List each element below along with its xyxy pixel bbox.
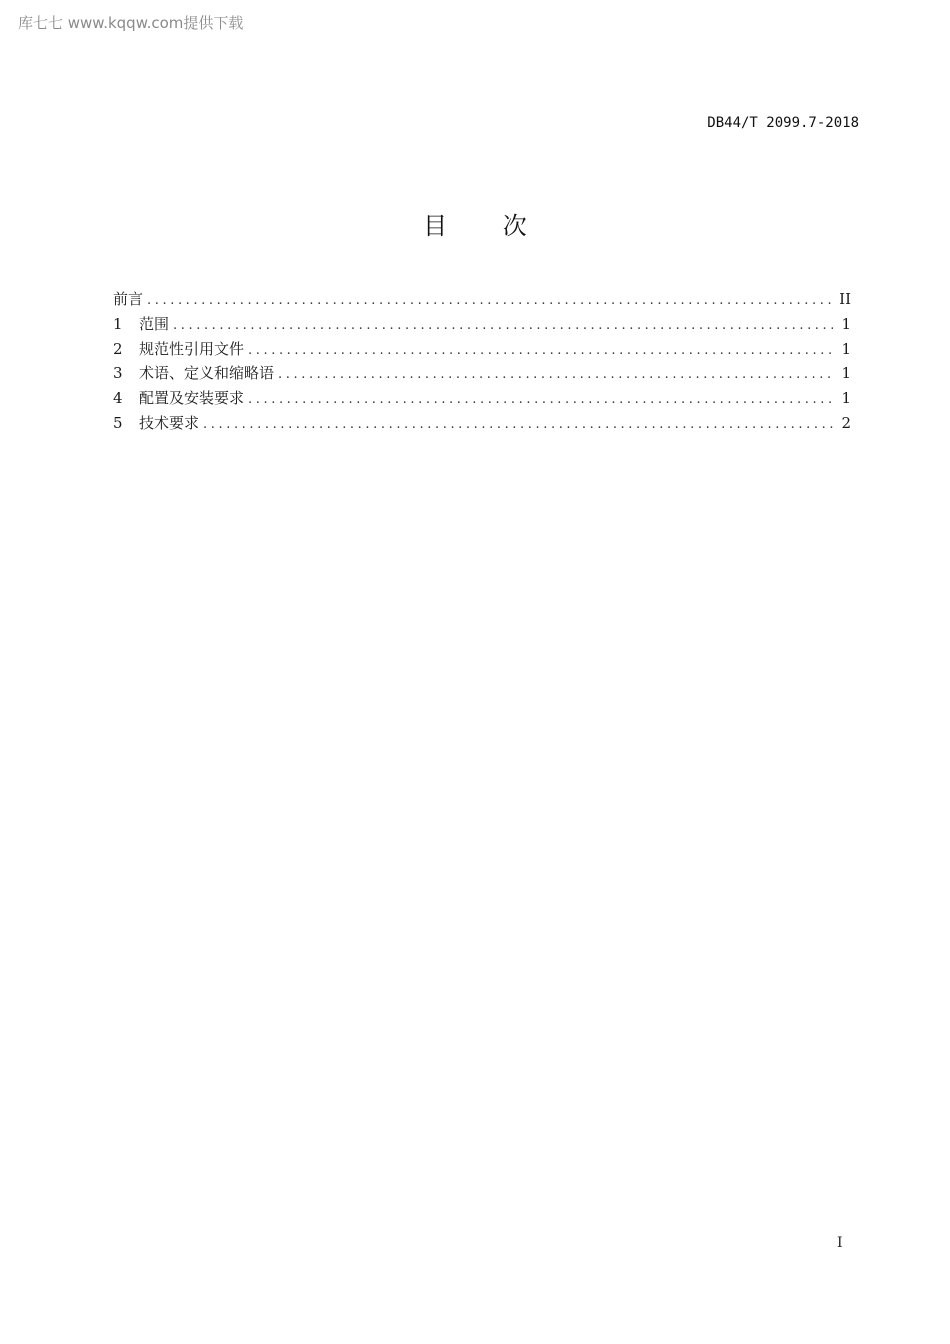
- toc-entry-number: 1: [113, 314, 123, 333]
- toc-dot-leader: [173, 314, 833, 339]
- toc-dot-leader: [203, 413, 833, 438]
- toc-entry-page: 1: [841, 364, 851, 383]
- toc-entry-number: 4: [113, 389, 123, 408]
- toc-dot-leader: [248, 388, 833, 413]
- toc-entry-page: 1: [841, 389, 851, 408]
- toc-entry-terms-definitions[interactable]: [113, 361, 851, 386]
- page-title: 目 次: [423, 212, 551, 240]
- toc-entry-label: 配置及安装要求: [139, 389, 245, 408]
- toc-dot-leader: [278, 363, 833, 388]
- toc-entry-page: 1: [841, 339, 851, 358]
- toc-entry-page: II: [839, 290, 851, 308]
- toc-entry-page: 2: [841, 413, 851, 432]
- toc-entry-label: 前言: [113, 290, 144, 308]
- toc-entry-number: 2: [113, 339, 123, 358]
- toc-entry-label: 术语、定义和缩略语: [139, 364, 275, 383]
- watermark-text: 库七七 www.kqqw.com提供下载: [18, 14, 244, 32]
- toc-entry-foreword[interactable]: [113, 287, 851, 312]
- toc-entry-page: 1: [841, 314, 851, 333]
- table-of-contents: [113, 287, 851, 436]
- toc-entry-normative-references[interactable]: [113, 337, 851, 362]
- toc-entry-number: 5: [113, 413, 123, 432]
- toc-entry-label: 技术要求: [139, 413, 200, 432]
- toc-dot-leader: [248, 339, 833, 364]
- toc-entry-configuration-installation[interactable]: [113, 386, 851, 411]
- document-code: DB44/T 2099.7-2018: [707, 115, 859, 131]
- page-number: I: [837, 1235, 843, 1251]
- toc-entry-label: 范围: [139, 314, 170, 333]
- toc-entry-technical-requirements[interactable]: [113, 411, 851, 436]
- toc-entry-number: 3: [113, 364, 123, 383]
- toc-dot-leader: [147, 289, 831, 314]
- toc-entry-scope[interactable]: [113, 312, 851, 337]
- toc-entry-label: 规范性引用文件: [139, 339, 245, 358]
